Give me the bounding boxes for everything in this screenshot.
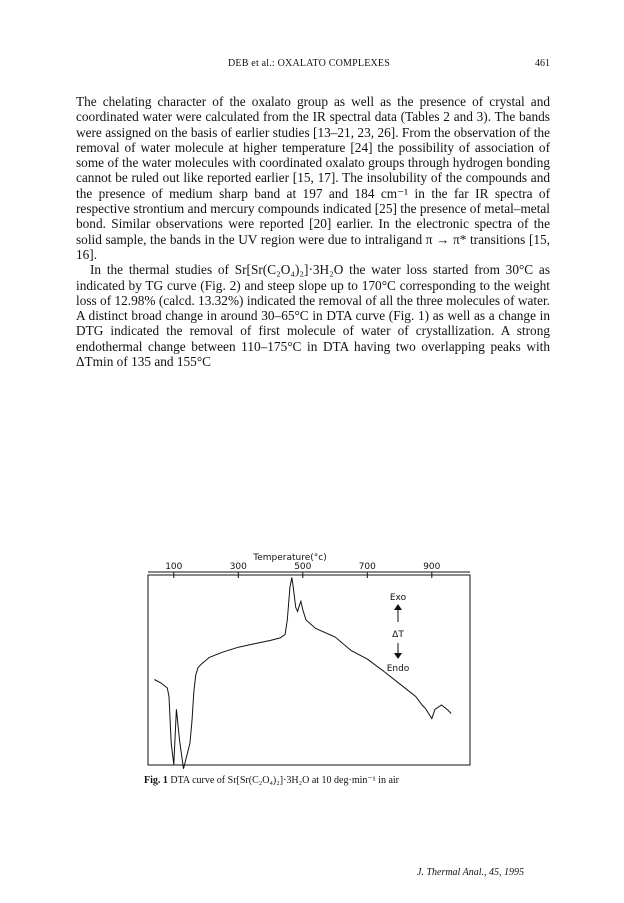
plot-frame xyxy=(148,575,470,765)
x-tick-label-500: 500 xyxy=(294,562,312,572)
running-title: DEB et al.: OXALATO COMPLEXES xyxy=(228,58,391,69)
paragraph-2: In the thermal studies of Sr[Sr(C₂O₄)₂]·3H₂O the water loss started from 30°C as indicated by TG curve (Fig. 2) and steep slope up to 170°C corresponding to the weight loss of 12.98% (calcd. 13.32%) indicated the removal of all the three molecules of water. A distinct broad change in around 30–65°C in DTA curve (Fig. 1) as well as a change in DTG indicated the removal of first molecule of water of crystallization. A strong endothermal change between 110–175°C in DTA having two overlapping peaks with ΔTmin of 135 and 155°C xyxy=(76,262,550,370)
exo-arrow-head xyxy=(394,604,402,610)
x-tick-label-900: 900 xyxy=(423,562,441,572)
paragraph-1: The chelating character of the oxalato group as well as the presence of crystal and coordinated water were calculated from the IR spectral data (Tables 2 and 3). The bands were assigned on the basis of earlier studies [13–21, 23, 26]. From the observation of the removal of water molecule at higher temperature [24] the possibility of association of some of the water molecules with coordinated oxalato groups through hydrogen bonding cannot be ruled out like reported earlier [15, 17]. The insolubility of the compounds and the presence of medium sharp band at 197 and 184 cm⁻¹ in the far IR spectra of respective strontium and mercury compounds indicated [25] the presence of metal–metal bond. Similar observations were reported [20] earlier. In the electronic spectra of the solid sample, the bands in the UV region were due to intraligand π → π* transitions [15, 16]. xyxy=(76,94,550,262)
caption-text: DTA curve of Sr[Sr(C₂O₄)₂]·3H₂O at 10 deg·min⁻¹ in air xyxy=(170,775,399,786)
figure-caption xyxy=(144,775,399,786)
journal-footer: J. Thermal Anal., 45, 1995 xyxy=(417,867,525,878)
x-tick-label-700: 700 xyxy=(358,562,376,572)
endo-arrow-head xyxy=(394,653,402,659)
exo-label: Exo xyxy=(389,593,407,603)
caption-label: Fig. 1 xyxy=(144,775,168,786)
x-tick-label-100: 100 xyxy=(165,562,183,572)
x-axis-label: Temperature(°c) xyxy=(253,553,327,563)
page-number: 461 xyxy=(535,58,550,69)
x-tick-label-300: 300 xyxy=(229,562,247,572)
x-axis-ticks xyxy=(165,562,440,578)
endo-label: Endo xyxy=(386,664,410,674)
delta-t-label: ΔT xyxy=(392,630,404,640)
